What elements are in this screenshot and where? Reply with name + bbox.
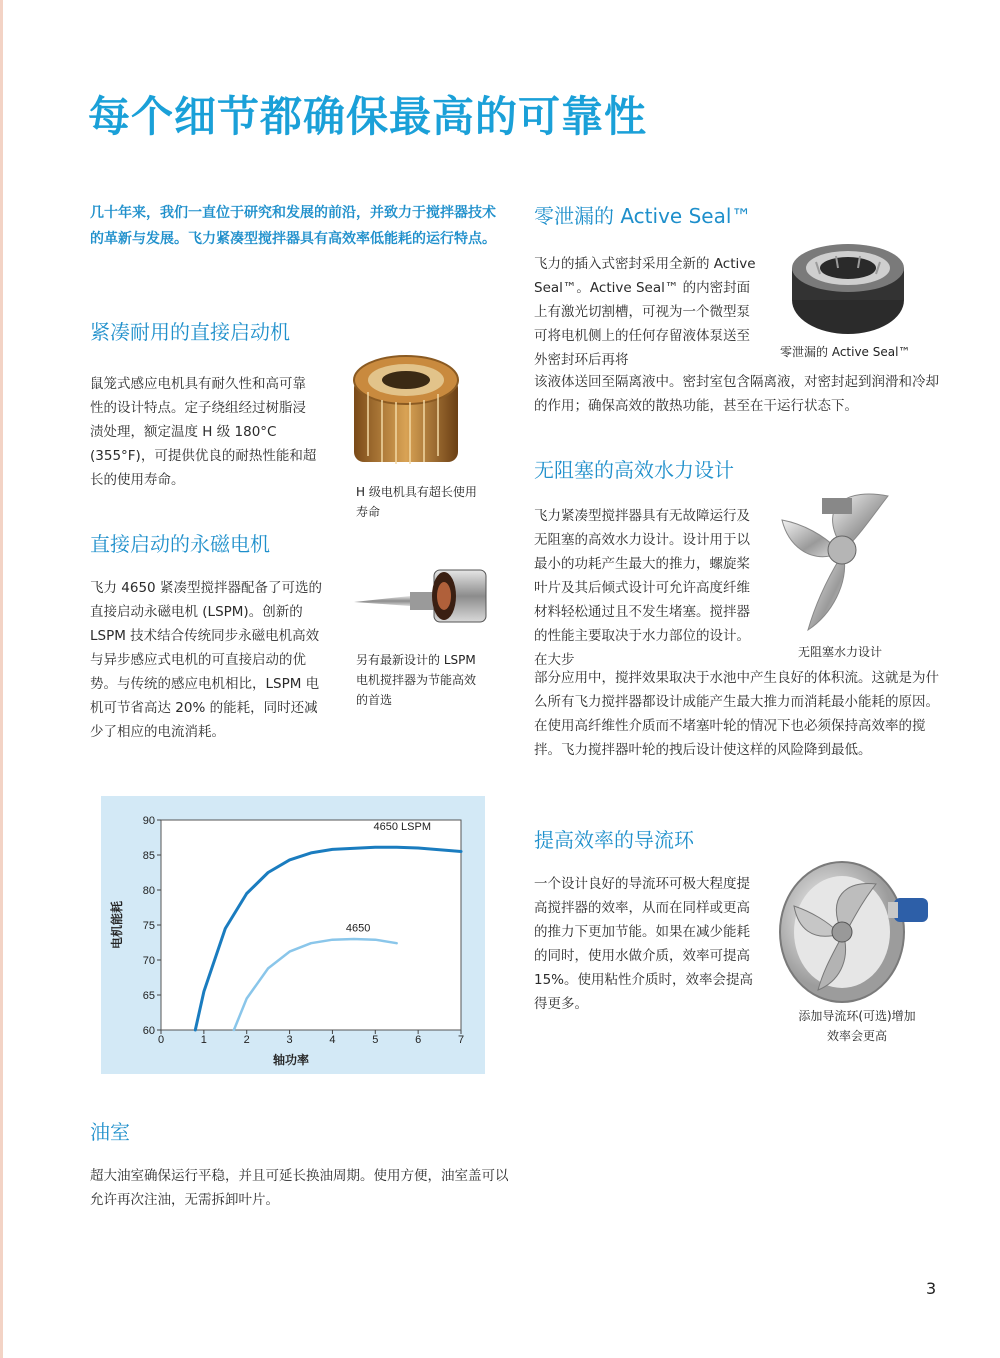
pm-caption: 另有最新设计的 LSPM 电机搅拌器为节能高效的首选 — [356, 653, 477, 707]
y-tick-label: 80 — [142, 885, 155, 897]
y-tick-label: 85 — [142, 850, 155, 862]
jet-ring-propeller-image — [776, 858, 936, 1006]
y-tick-label: 60 — [142, 1025, 155, 1037]
page-edge-stripe — [0, 0, 3, 1358]
chart-svg — [101, 796, 485, 1074]
hydraulic-body-top: 飞力紧凑型搅拌器具有无故障运行及无阻塞的高效水力设计。设计用于以最小的功耗产生最大的推力，螺旋桨叶片及其后倾式设计可允许高度纤维材料轻松通过且不发生堵塞。搅拌器的性能主要取决于水力部位的设计。在大步 — [534, 508, 750, 668]
pm-body: 飞力 4650 紧凑型搅拌器配备了可选的直接启动永磁电机 (LSPM)。创新的 LSPM 技术结合传统同步永磁电机高效与异步感应式电机的可直接启动的优势。与传统的感应电机相比，LSPM 电机可节省高达 20% 的能耗，同时还减少了相应的电流消耗。 — [90, 580, 322, 740]
series-label-lspm: 4650 LSPM — [373, 820, 431, 833]
motor-efficiency-chart — [101, 796, 485, 1074]
oil-heading: 油室 — [90, 1120, 130, 1144]
x-tick-label: 6 — [415, 1034, 422, 1046]
y-tick-label: 65 — [142, 990, 155, 1002]
seal-body-bottom: 该液体送回至隔离液中。密封室包含隔离液，对密封起到润滑和冷却的作用；确保高效的散热功能，甚至在干运行状态下。 — [534, 374, 939, 414]
y-axis-label: 电机能耗 — [110, 900, 124, 950]
seal-caption: 零泄漏的 Active Seal™ — [780, 345, 911, 359]
stator-image — [348, 352, 464, 476]
ring-body: 一个设计良好的导流环可极大程度提高搅拌器的效率，从而在同样或更高的推力下更加节能。如果在减少能耗的同时，使用水做介质，效率可提高 15%。使用粘性介质时，效率会提高得更多。 — [534, 876, 754, 1012]
x-tick-label: 5 — [372, 1034, 379, 1046]
page-title: 每个细节都确保最高的可靠性 — [88, 92, 648, 141]
intro-paragraph: 几十年来，我们一直位于研究和发展的前沿，并致力于搅拌器技术的革新与发展。飞力紧凑型搅拌器具有高效率低能耗的运行特点。 — [90, 205, 496, 247]
y-tick-label: 90 — [142, 815, 155, 827]
seal-body-top: 飞力的插入式密封采用全新的 Active Seal™。Active Seal™ 的内密封面上有激光切割槽，可视为一个微型泵可将电机侧上的任何存留液体泵送至外密封环后再将 — [534, 256, 756, 368]
motor-caption: H 级电机具有超长使用寿命 — [356, 485, 477, 519]
hydraulic-caption: 无阻塞水力设计 — [798, 645, 883, 659]
x-tick-label: 0 — [157, 1034, 165, 1046]
x-tick-label: 1 — [200, 1034, 207, 1046]
hydraulic-body-bottom: 部分应用中，搅拌效果取决于水池中产生良好的体积流。这就是为什么所有飞力搅拌器都设计成能产生最大推力而消耗最小能耗的原因。在使用高纤维性介质而不堵塞叶轮的情况下也必须保持高效率的搅拌。飞力搅拌器叶轮的拽后设计使这样的风险降到最低。 — [534, 670, 939, 758]
x-tick-label: 2 — [243, 1034, 250, 1046]
lspm-rotor-image — [350, 564, 490, 628]
oil-body: 超大油室确保运行平稳，并且可延长换油周期。使用方便，油室盖可以允许再次注油，无需拆卸叶片。 — [90, 1168, 509, 1208]
seal-heading: 零泄漏的 Active Seal™ — [534, 204, 752, 228]
x-axis-label: 轴功率 — [272, 1053, 310, 1067]
pm-heading: 直接启动的永磁电机 — [90, 532, 270, 556]
x-tick-label: 3 — [286, 1034, 293, 1046]
hydraulic-heading: 无阻塞的高效水力设计 — [534, 458, 734, 482]
motor-body: 鼠笼式感应电机具有耐久性和高可靠性的设计特点。定子绕组经过树脂浸渍处理，额定温度 H 级 180°C (355°F)，可提供优良的耐热性能和超长的使用寿命。 — [90, 376, 317, 488]
motor-heading: 紧凑耐用的直接启动机 — [90, 320, 290, 344]
page-number: 3 — [926, 1279, 937, 1298]
x-tick-label: 4 — [329, 1034, 336, 1046]
propeller-image — [778, 484, 908, 634]
y-tick-label: 70 — [142, 955, 155, 967]
series-label-4650: 4650 — [345, 922, 371, 935]
active-seal-image — [786, 238, 910, 338]
y-tick-label: 75 — [142, 920, 155, 932]
x-tick-label: 7 — [457, 1034, 465, 1046]
ring-heading: 提高效率的导流环 — [534, 828, 694, 852]
ring-caption: 添加导流环(可选)增加效率会更高 — [798, 1009, 916, 1043]
